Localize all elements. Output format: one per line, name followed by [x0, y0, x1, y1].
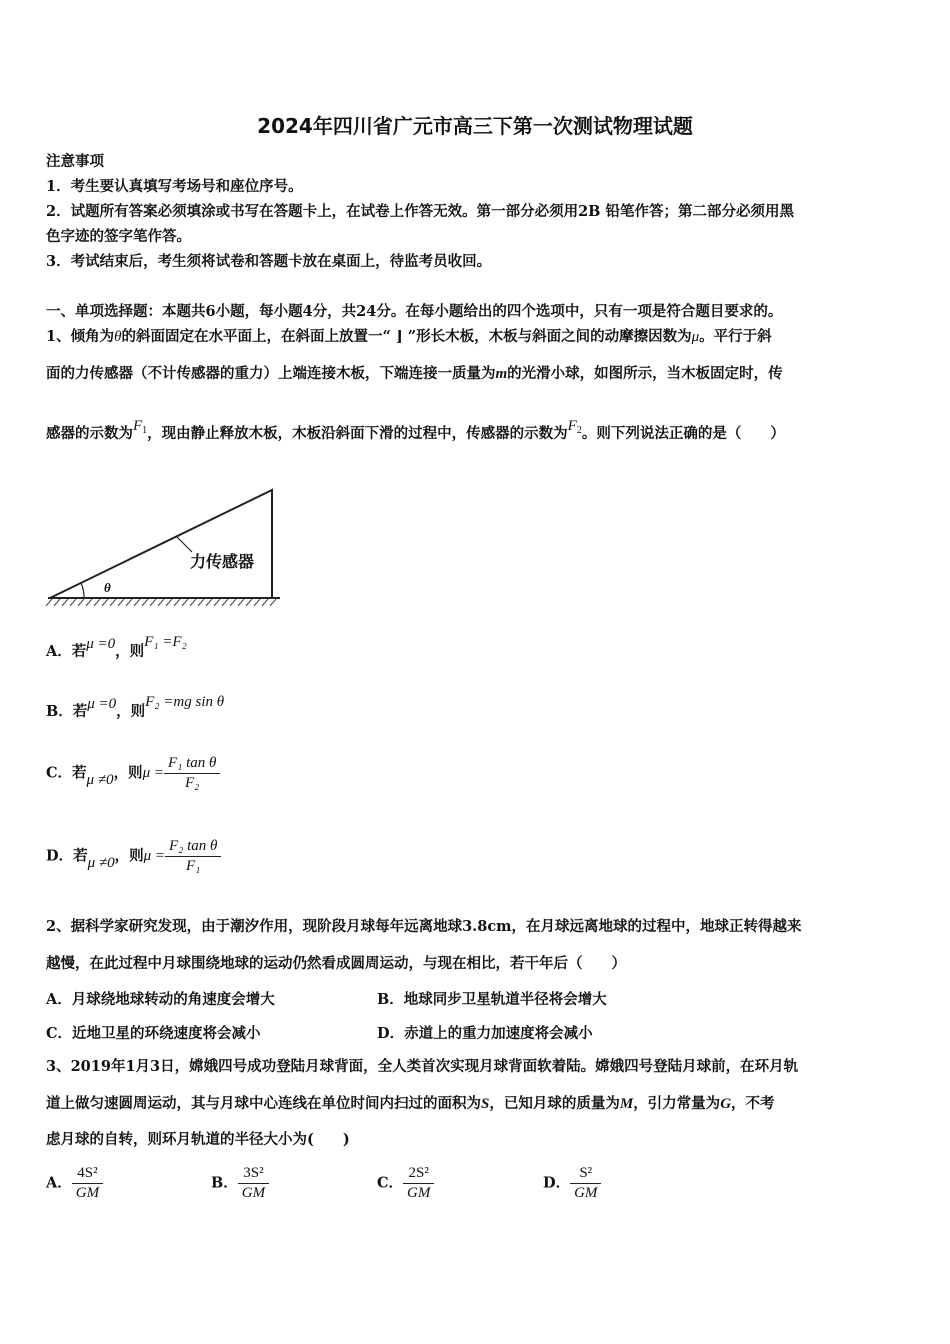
notice-item: 2．试题所有答案必须填涂或书写在答题卡上，在试卷上作答无效。第一部分必须用2B 铅笔作答；第二部分必须用黑	[46, 203, 794, 220]
q1-option-a[interactable]: A．若μ =0，则F₁ =F₂	[46, 634, 187, 660]
q2-line-1: 2、据科学家研究发现，由于潮汐作用，现阶段月球每年远离地球3.8cm，在月球远离地球的过程中，地球正转得越来	[46, 918, 802, 935]
q3-line-2: 道上做匀速圆周运动，其与月球中心连线在单位时间内扫过的面积为S，已知月球的质量为M，引力常量为G，不考	[46, 1095, 775, 1112]
f1-symbol: $F_1$	[133, 418, 148, 436]
q3-option-c[interactable]: C． $\frac{\text{2S²}}{GM}$	[377, 1165, 434, 1202]
q3-option-d[interactable]: D． $\frac{\text{S²}}{GM}$	[543, 1165, 601, 1202]
q2-line-2: 越慢，在此过程中月球围绕地球的运动仍然看成圆周运动，与现在相比，若干年后（ ）	[46, 955, 626, 972]
q2-option-b[interactable]: B．地球同步卫星轨道半径将会增大	[377, 991, 607, 1008]
q3-line-3: 虑月球的自转，则环月轨道的半径大小为( )	[46, 1131, 350, 1148]
sensor-label: 力传感器	[190, 552, 255, 571]
notice-heading: 注意事项	[46, 153, 104, 170]
q3-line-1: 3、2019年1月3日，嫦娥四号成功登陆月球背面，全人类首次实现月球背面软着陆。嫦娥四号登陆月球前，在环月轨	[46, 1058, 799, 1075]
q2-option-d[interactable]: D．赤道上的重力加速度将会减小	[377, 1025, 593, 1042]
q1-line-2: 面的力传感器（不计传感器的重力）上端连接木板，下端连接一质量为m的光滑小球，如图所示，当木板固定时，传	[46, 365, 783, 382]
q1-option-b[interactable]: B．若μ =0，则F₂ =mg sin θ	[46, 694, 225, 720]
angle-arc	[81, 583, 84, 598]
notice-item: 3．考试结束后，考生须将试卷和答题卡放在桌面上，待监考员收回。	[46, 253, 492, 270]
fraction: $\frac{\text{F₁ tan θ}}{\text{F₂}}$	[164, 755, 220, 792]
page-title: 2024年四川省广元市高三下第一次测试物理试题	[257, 114, 693, 138]
q3-option-b[interactable]: B． $\frac{\text{3S²}}{GM}$	[211, 1165, 269, 1202]
q1-option-c[interactable]: C．若μ ≠0，则μ = $\frac{\text{F₁ tan θ}}{\text{F₂}}$	[46, 755, 220, 792]
section-heading: 一、单项选择题：本题共6小题，每小题4分，共24分。在每小题给出的四个选项中，只有一项是符合题目要求的。	[46, 303, 783, 320]
q2-option-c[interactable]: C．近地卫星的环绕速度将会减小	[46, 1025, 261, 1042]
q3-option-a[interactable]: A． $\frac{\text{4S²}}{GM}$	[46, 1165, 103, 1202]
incline	[50, 490, 272, 598]
incline-figure	[44, 476, 284, 611]
q1-option-d[interactable]: D．若μ ≠0，则μ = $\frac{\text{F₂ tan θ}}{\text{F₁}}$	[46, 838, 221, 875]
f2-symbol: $F_2$	[567, 418, 582, 436]
theta-label: θ	[104, 580, 111, 595]
ground-hatch	[46, 599, 276, 606]
notice-item: 色字迹的签字笔作答。	[46, 228, 191, 245]
q1-line-1: 1、倾角为θ的斜面固定在水平面上，在斜面上放置一“ ⌋ ”形长木板，木板与斜面之间的动摩擦因数为μ。平行于斜	[46, 328, 772, 345]
fraction: $\frac{\text{F₂ tan θ}}{\text{F₁}}$	[165, 838, 221, 875]
notice-item: 1．考生要认真填写考场号和座位序号。	[46, 178, 303, 195]
q1-line-3: 感器的示数为$F_1$，现由静止释放木板，木板沿斜面下滑的过程中，传感器的示数为$F_2$。则下列说法正确的是（ ）	[46, 418, 785, 442]
q2-option-a[interactable]: A．月球绕地球转动的角速度会增大	[46, 991, 275, 1008]
